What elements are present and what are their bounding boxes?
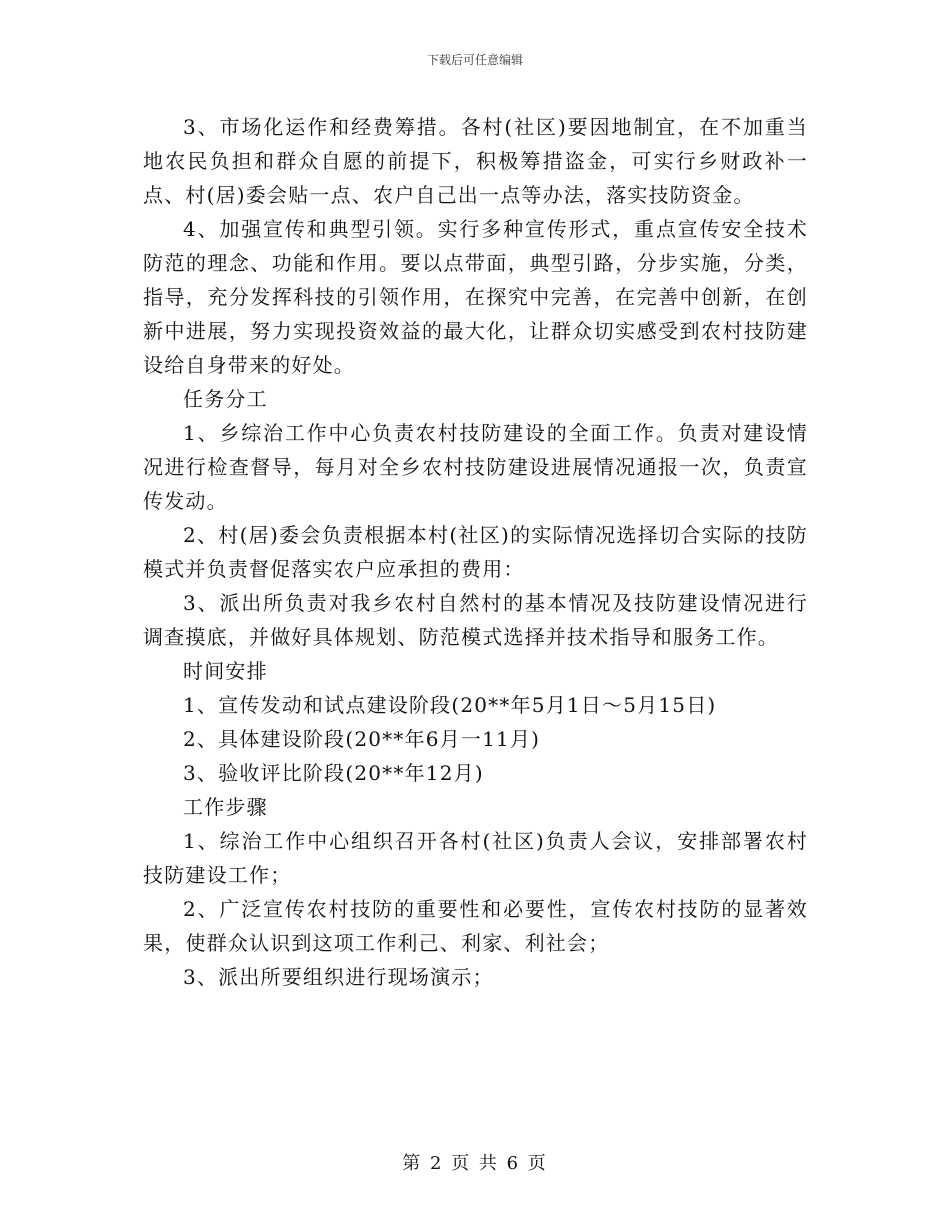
section-heading-schedule: 时间安排 bbox=[183, 659, 268, 683]
paragraph-step-1: 1、综治工作中心组织召开各村(社区)负责人会议，安排部署农村技防建设工作； bbox=[143, 829, 808, 887]
document-body bbox=[143, 110, 808, 994]
page-number-footer: 第 2 页 共 6 页 bbox=[402, 1153, 548, 1174]
paragraph-schedule-1: 1、宣传发动和试点建设阶段(20**年5月1日～5月15日) bbox=[183, 693, 717, 717]
section-heading-tasks: 任务分工 bbox=[183, 387, 268, 411]
paragraph-publicity: 4、加强宣传和典型引领。实行多种宣传形式，重点宣传安全技术防范的理念、功能和作用。要以点带面，典型引路，分步实施，分类，指导，充分发挥科技的引领作用，在探究中完善，在完善中创新，在创新中进展，努力实现投资效益的最大化，让群众切实感受到农村技防建设给自身带来的好处。 bbox=[143, 217, 808, 377]
paragraph-schedule-3: 3、验收评比阶段(20**年12月) bbox=[183, 761, 484, 785]
paragraph-schedule-2: 2、具体建设阶段(20**年6月一11月) bbox=[183, 727, 541, 751]
page-header: 下载后可任意编辑 bbox=[426, 53, 523, 67]
section-heading-steps: 工作步骤 bbox=[183, 795, 268, 819]
paragraph-step-2: 2、广泛宣传农村技防的重要性和必要性，宣传农村技防的显著效果，使群众认识到这项工作利己、利家、利社会； bbox=[143, 897, 808, 955]
paragraph-task-3: 3、派出所负责对我乡农村自然村的基本情况及技防建设情况进行调查摸底，并做好具体规划、防范模式选择并技术指导和服务工作。 bbox=[143, 591, 808, 649]
paragraph-task-1: 1、乡综治工作中心负责农村技防建设的全面工作。负责对建设情况进行检查督导，每月对全乡农村技防建设进展情况通报一次，负责宣传发动。 bbox=[143, 421, 808, 513]
paragraph-step-3: 3、派出所要组织进行现场演示； bbox=[183, 965, 494, 989]
paragraph-task-2: 2、村(居)委会负责根据本村(社区)的实际情况选择切合实际的技防模式并负责督促落实农户应承担的费用： bbox=[143, 523, 808, 581]
paragraph-funding: 3、市场化运作和经费筹措。各村(社区)要因地制宜，在不加重当地农民负担和群众自愿的前提下，积极筹措盗金，可实行乡财政补一点、村(居)委会贴一点、农户自己出一点等办法，落实技防资金。 bbox=[143, 115, 808, 207]
